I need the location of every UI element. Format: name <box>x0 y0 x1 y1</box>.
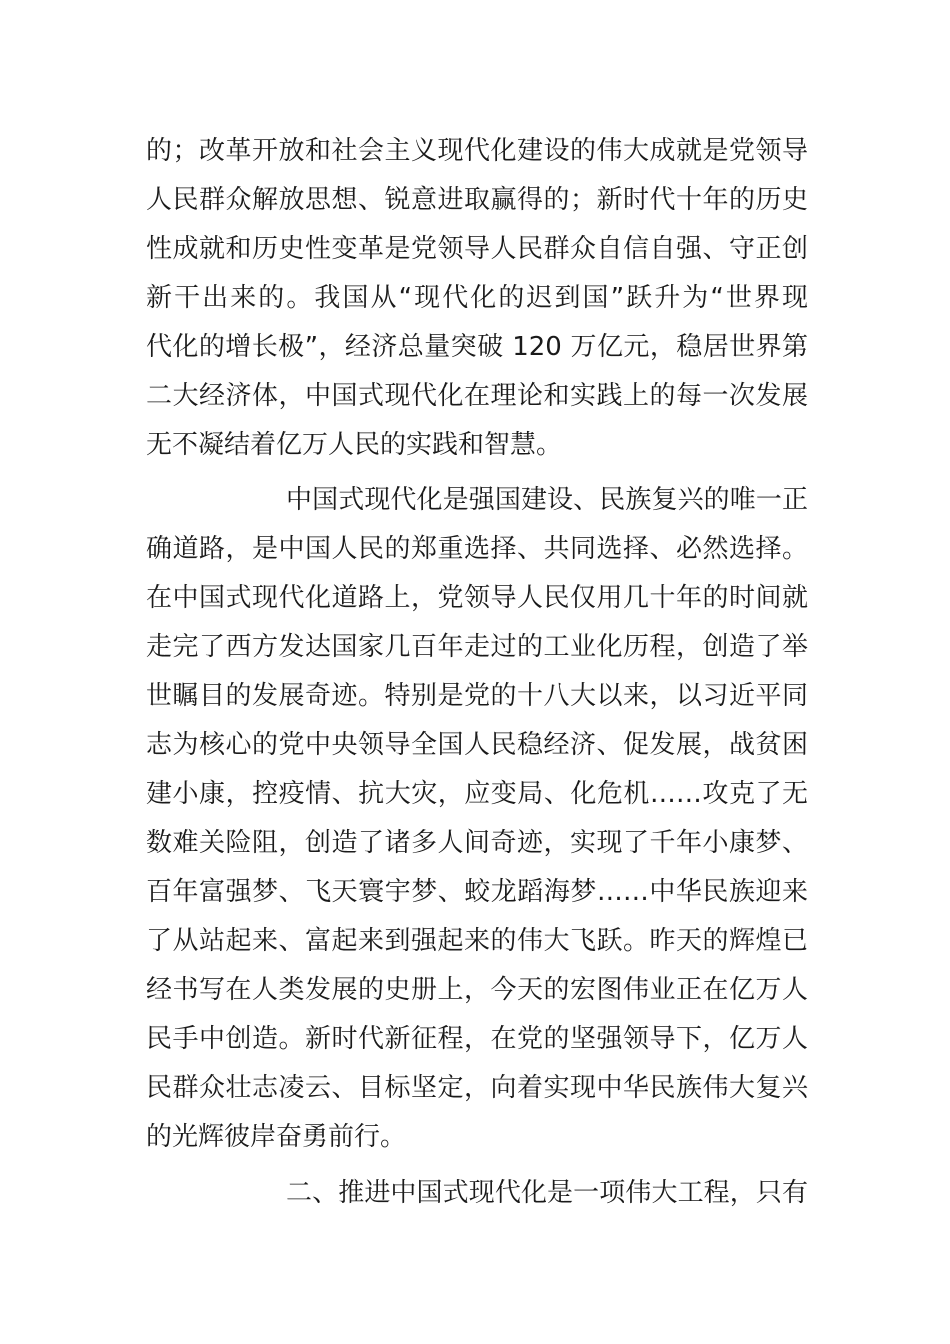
text-line: 性成就和历史性变革是党领导人民群众自信自强、守正创 <box>146 234 808 264</box>
section-heading-line: 二、推进中国式现代化是一项伟大工程，只有 <box>286 1178 808 1208</box>
text-line: 民手中创造。新时代新征程，在党的坚强领导下，亿万人 <box>146 1024 808 1054</box>
text-line: 无不凝结着亿万人民的实践和智慧。 <box>146 430 563 460</box>
text-line: 经书写在人类发展的史册上，今天的宏图伟业正在亿万人 <box>146 975 808 1005</box>
text-line: 人民群众解放思想、锐意进取赢得的；新时代十年的历史 <box>146 185 808 215</box>
text-line: 的光辉彼岸奋勇前行。 <box>146 1122 407 1152</box>
text-line: 世瞩目的发展奇迹。特别是党的十八大以来，以习近平同 <box>146 681 808 711</box>
text-line: 新干出来的。我国从“现代化的迟到国”跃升为“世界现 <box>146 283 808 313</box>
text-line: 志为核心的党中央领导全国人民稳经济、促发展，战贫困 <box>146 730 808 760</box>
text-line: 二大经济体，中国式现代化在理论和实践上的每一次发展 <box>146 381 808 411</box>
text-line: 百年富强梦、飞天寰宇梦、蛟龙蹈海梦……中华民族迎来 <box>146 877 808 907</box>
text-line: 确道路，是中国人民的郑重选择、共同选择、必然选择。 <box>146 534 808 564</box>
text-line: 数难关险阻，创造了诸多人间奇迹，实现了千年小康梦、 <box>146 828 808 858</box>
text-line: 建小康，控疫情、抗大灾，应变局、化危机……攻克了无 <box>146 779 808 809</box>
text-line: 走完了西方发达国家几百年走过的工业化历程，创造了举 <box>146 632 808 662</box>
text-line: 民群众壮志凌云、目标坚定，向着实现中华民族伟大复兴 <box>146 1073 808 1103</box>
text-line: 中国式现代化是强国建设、民族复兴的唯一正 <box>286 485 808 515</box>
text-line: 的；改革开放和社会主义现代化建设的伟大成就是党领导 <box>146 136 808 166</box>
text-line: 代化的增长极”，经济总量突破 120 万亿元，稳居世界第 <box>146 332 808 362</box>
text-line: 在中国式现代化道路上，党领导人民仅用几十年的时间就 <box>146 583 808 613</box>
text-line: 了从站起来、富起来到强起来的伟大飞跃。昨天的辉煌已 <box>146 926 808 956</box>
